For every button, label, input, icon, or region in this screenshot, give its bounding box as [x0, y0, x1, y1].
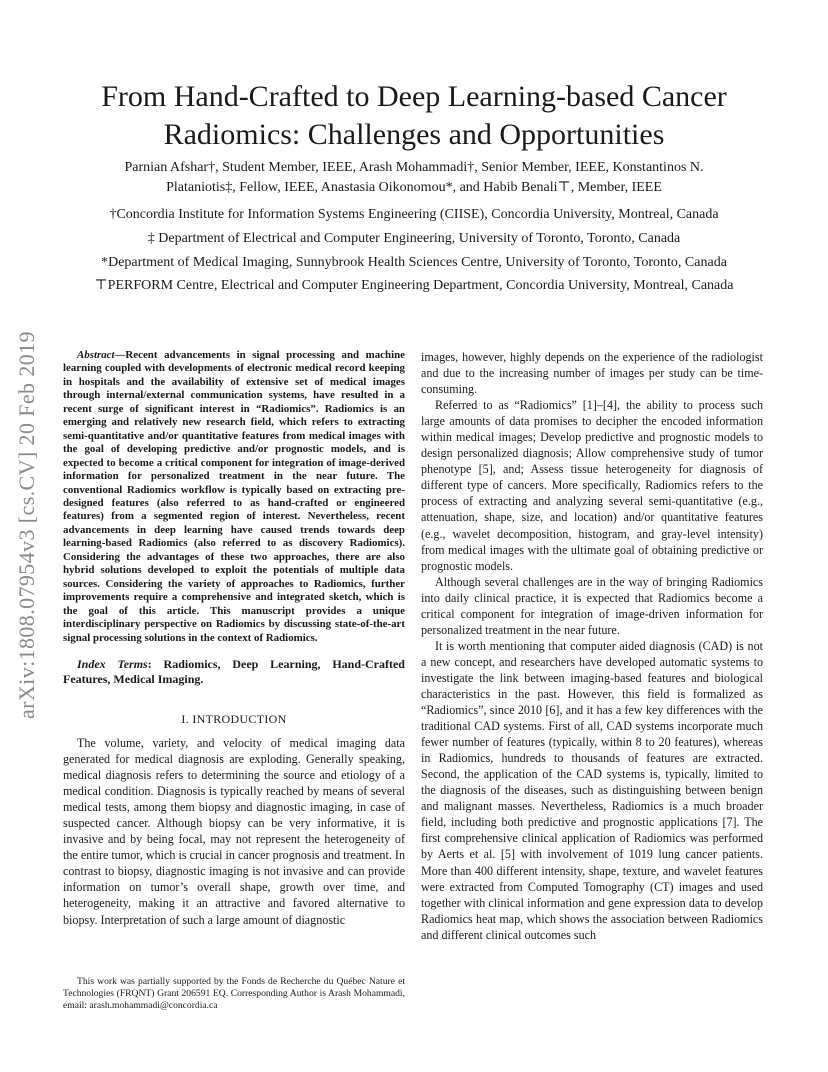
section-heading-introduction: I. INTRODUCTION: [181, 711, 287, 726]
abstract-label: Abstract: [77, 349, 115, 361]
right-column: [421, 349, 763, 943]
affiliation-perform: ⊤PERFORM Centre, Electrical and Computer Engineering Department, Concordia University, Montreal, Canada: [94, 278, 734, 293]
body-paragraph: Referred to as “Radiomics” [1]–[4], the ability to process such large amounts of data promises to decipher the encoded information within medical images; Develop predictive and prognostic models to design personalized diagnosis; Allow comprehensive study of tumor phenotype [5], and; Assess tissue heterogeneity for diagnosis of different type of cancers. More specifically, Radiomics refers to the process of extracting and analyzing several semi-quantitative (e.g., attenuation, shape, size, and location) and/or quantitative features (e.g., wavelet decomposition, histogram, and gray-level intensity) from medical images with the ultimate goal of obtaining predictive or prognostic models.: [421, 398, 763, 573]
abstract-text: —Recent advancements in signal processing and machine learning coupled with developments of electronic medical record keeping in hospitals and the availability of extensive set of medical images through internal/external communication systems, have resulted in a recent surge of significant interest in “Radiomics”. Radiomics is an emerging and relatively new research field, which refers to extracting semi-quantitative and/or quantitative features from medical images with the goal of developing predictive and/or prognostic models, and is expected to become a critical component for integration of image-derived information for personalized treatment in the near future. The conventional Radiomics workflow is typically based on extracting pre-designed features (also referred to as hand-crafted or engineered features) from a segmented region of interest. Nevertheless, recent advancements in deep learning have caused trends towards deep learning-based Radiomics (also referred to as discovery Radiomics). Considering the advantages of these two approaches, there are also hybrid solutions developed to exploit the potentials of multiple data sources. Considering the variety of approaches to Radiomics, further improvements require a comprehensive and integrated sketch, which is the goal of this article. This manuscript provides a unique interdisciplinary perspective on Radiomics by discussing state-of-the-art signal processing solutions in the context of Radiomics.: [63, 349, 405, 644]
index-terms: [63, 657, 405, 687]
affiliation-toronto-ece: ‡ Department of Electrical and Computer Engineering, University of Toronto, Toronto, Canada: [147, 231, 681, 246]
author-list: Parnian Afshar†, Student Member, IEEE, Arash Mohammadi†, Senior Member, IEEE, Konstantinos N. Plataniotis‡, Fellow, IEEE, Anastasia Oikonomou*, and Habib Benali⊤, Member, IEEE: [124, 160, 704, 195]
index-terms-text: : Radiomics, Deep Learning, Hand-Crafted Features, Medical Imaging.: [63, 656, 405, 686]
paper-title: From Hand-Crafted to Deep Learning-based Cancer Radiomics: Challenges and Opportunities: [101, 80, 727, 151]
arxiv-identifier: arXiv:1808.07954v3 [cs.CV] 20 Feb 2019: [14, 331, 39, 719]
body-paragraph: images, however, highly depends on the experience of the radiologist and due to the increasing number of images per study can be time-consuming.: [421, 350, 763, 397]
body-paragraph: It is worth mentioning that computer aided diagnosis (CAD) is not a new concept, and researchers have developed automatic systems to investigate the link between imaging-based features and biological characteristics in the past. However, this field is formalized as “Radiomics”, since 2010 [6], and it has a few key differences with the traditional CAD systems. First of all, CAD systems incorporate much fewer number of features (typically, within 8 to 20 features), whereas in Radiomics, hundreds to thousands of features are extracted. Second, the application of the CAD systems is, typically, limited to the diagnosis of the diseases, such as distinguishing between benign and malignant masses. Nevertheless, Radiomics is a much broader field, including both predictive and prognostic applications [7]. The first comprehensive clinical application of Radiomics was performed by Aerts et al. [5] with involvement of 1019 lung cancer patients. More than 400 different intensity, shape, texture, and wavelet features were extracted from Computed Tomography (CT) images and used together with clinical information and gene expression data to develop Radiomics heat map, which shows the association between Radiomics and different clinical outcomes such: [421, 638, 763, 942]
affiliation-ciise: †Concordia Institute for Information Systems Engineering (CIISE), Concordia University, Montreal, Canada: [109, 207, 719, 222]
index-terms-label: Index Terms: [77, 656, 148, 671]
left-column: [63, 349, 405, 928]
abstract: [63, 349, 405, 645]
affiliation-sunnybrook: *Department of Medical Imaging, Sunnybrook Health Sciences Centre, University of Toronto, Toronto, Canada: [101, 255, 727, 270]
funding-footnote: This work was partially supported by the Fonds de Recherche du Québec Nature et Technologies (FRQNT) Grant 206591 EQ. Corresponding Author is Arash Mohammadi, email: arash.mohammadi@concordia.ca: [63, 976, 405, 1011]
intro-paragraph: The volume, variety, and velocity of medical imaging data generated for medical diagnosis are exploding. Generally speaking, medical diagnosis refers to determining the source and etiology of a medical condition. Diagnosis is typically reached by means of several medical tests, among them biopsy and diagnostic imaging, in case of suspected cancer. Although biopsy can be very informative, it is invasive and by being focal, may not represent the heterogeneity of the entire tumor, which is crucial in cancer prognosis and treatment. In contrast to biopsy, diagnostic imaging is not invasive and can provide information on tumor’s overall shape, growth over time, and heterogeneity, making it an attractive and favored alternative to biopsy. Interpretation of such a large amount of diagnostic: [63, 736, 405, 927]
body-paragraph: Although several challenges are in the way of bringing Radiomics into daily clinical practice, it is expected that Radiomics become a critical component for integration of image-driven information for personalized treatment in the near future.: [421, 574, 763, 637]
